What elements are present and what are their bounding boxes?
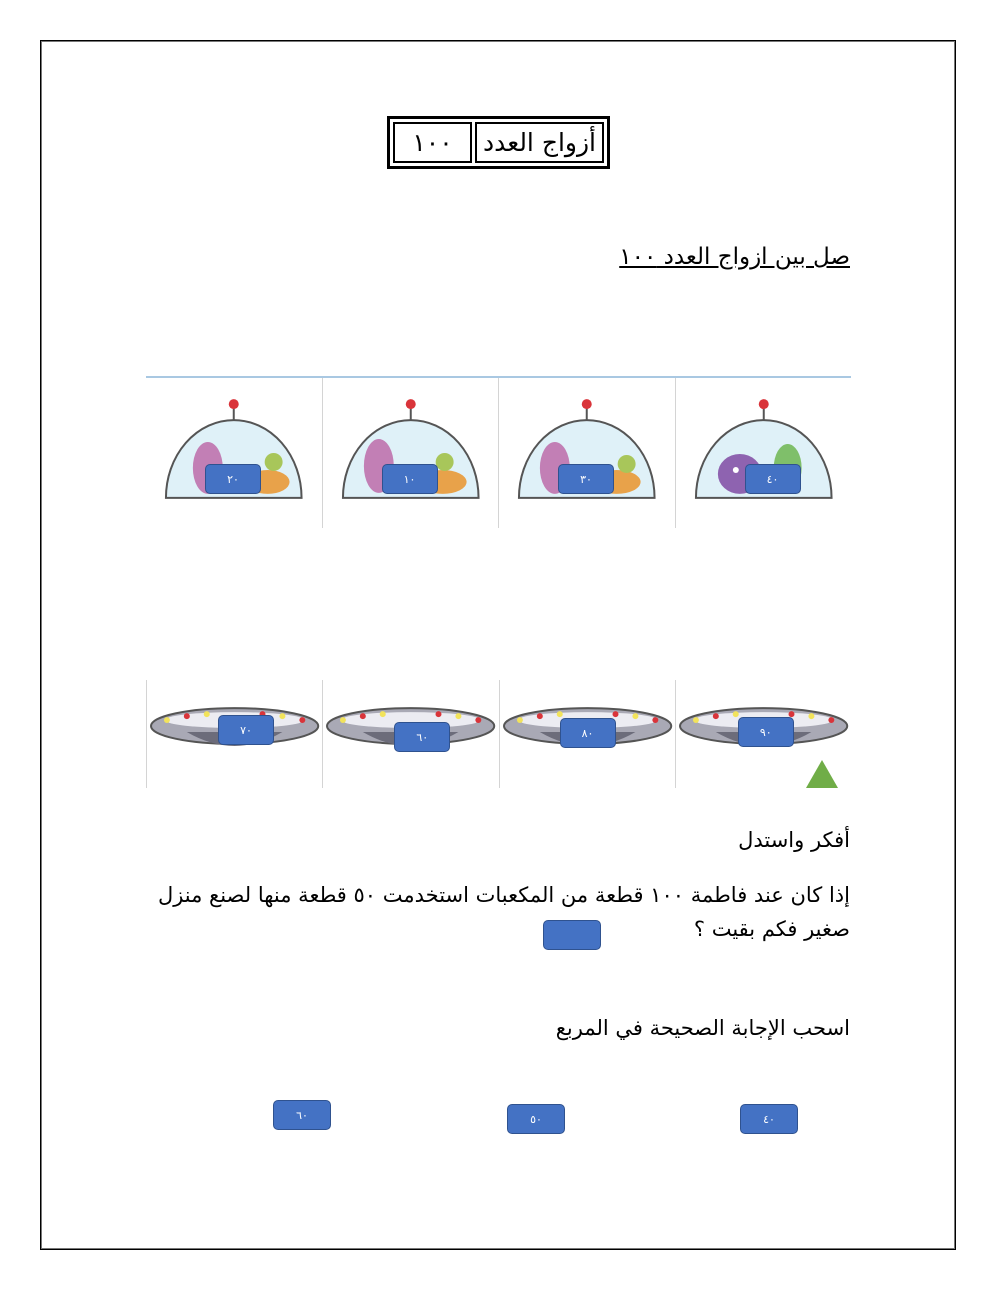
- alien-dome-image: [499, 378, 675, 528]
- word-problem: إذا كان عند فاطمة ١٠٠ قطعة من المكعبات استخدمت ٥٠ قطعة منها لصنع منزل صغير فكم بقيت ؟: [157, 883, 850, 941]
- dome-panel-4: [676, 378, 852, 528]
- think-heading: أفكر واستدل: [738, 828, 850, 852]
- ship-number-tag[interactable]: ٦٠: [394, 722, 450, 752]
- alien-dome-image: [146, 378, 322, 528]
- answer-drop-box[interactable]: [543, 920, 601, 950]
- dome-panel-1: [146, 378, 323, 528]
- ship-panel-1: [146, 680, 323, 788]
- ships-strip: [146, 680, 851, 788]
- ship-number-tag[interactable]: ٧٠: [218, 715, 274, 745]
- dome-number-tag[interactable]: ٣٠: [558, 464, 614, 494]
- dome-panel-2: [323, 378, 500, 528]
- ship-number-tag[interactable]: ٨٠: [560, 718, 616, 748]
- page-border: [40, 40, 956, 1250]
- alien-dome-image: [323, 378, 499, 528]
- drag-instruction: اسحب الإجابة الصحيحة في المربع: [555, 1016, 850, 1040]
- dome-number-tag[interactable]: ١٠: [382, 464, 438, 494]
- aliens-strip: [146, 376, 851, 528]
- dome-number-tag[interactable]: ٤٠: [745, 464, 801, 494]
- alien-dome-image: [676, 378, 852, 528]
- title-number: ١٠٠: [393, 122, 472, 163]
- check-triangle-icon[interactable]: [806, 760, 838, 788]
- ship-panel-2: [323, 680, 499, 788]
- dome-number-tag[interactable]: ٢٠: [205, 464, 261, 494]
- ship-number-tag[interactable]: ٩٠: [738, 717, 794, 747]
- ship-panel-3: [500, 680, 676, 788]
- title-word: أزواج العدد: [475, 122, 604, 163]
- title-box: [387, 116, 610, 169]
- choice-tile[interactable]: ٤٠: [740, 1104, 798, 1134]
- choice-tile[interactable]: ٦٠: [273, 1100, 331, 1130]
- choice-tile[interactable]: ٥٠: [507, 1104, 565, 1134]
- matching-heading: صل بين ازواج العدد ١٠٠: [619, 244, 850, 270]
- dome-panel-3: [499, 378, 676, 528]
